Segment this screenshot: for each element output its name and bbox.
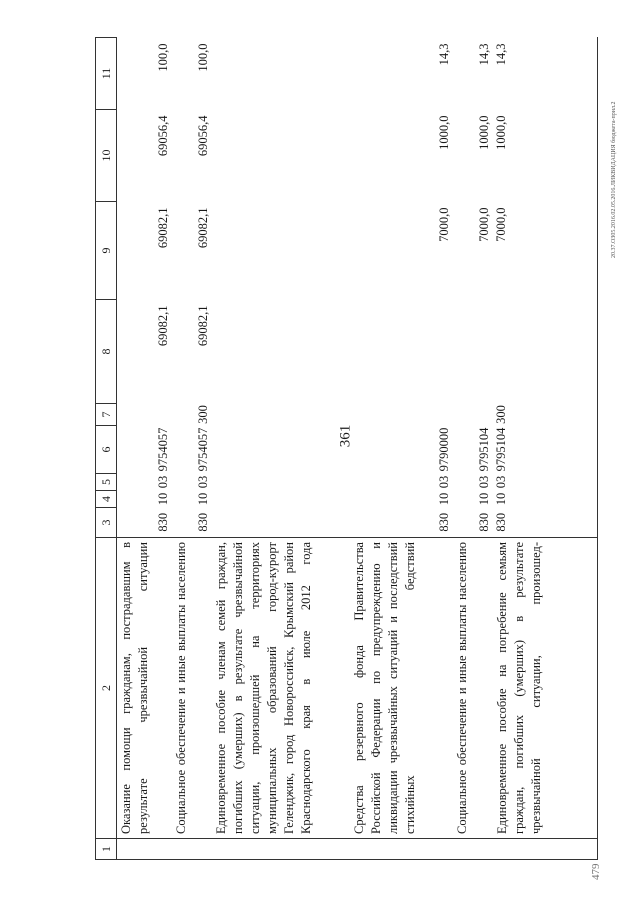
cell-c11 bbox=[212, 38, 350, 110]
cell-c10: 1000,0 bbox=[436, 115, 451, 150]
cell-c10: 69056,4 bbox=[155, 115, 170, 157]
bottom-page-number: 479 bbox=[590, 863, 602, 880]
cell-c7 bbox=[350, 404, 453, 426]
row-name: Социальное обеспечение и иные выплаты населению bbox=[172, 538, 212, 839]
cell-c5: 03 bbox=[436, 475, 451, 489]
row-name: Единовременное пособие членам семей граждан, погибших (умерших) в результате чрезвычайной ситуации, произошедшей на территориях муниципальных образований город-курорт Геленджик, город Новороссийск, Крымский район Краснодарского края в июле 2012 года bbox=[212, 538, 350, 839]
column-header: 3 bbox=[96, 508, 117, 538]
cell-c7 bbox=[212, 404, 350, 426]
table-row bbox=[212, 38, 350, 860]
cell-c7: 300 bbox=[493, 404, 598, 426]
table-row bbox=[453, 38, 493, 860]
cell-c9: 7000,0 bbox=[493, 202, 598, 300]
cell-c7 bbox=[453, 404, 493, 426]
cell-c4: 10 bbox=[155, 492, 170, 506]
empty-cell bbox=[212, 839, 350, 860]
cell-c5 bbox=[212, 474, 350, 491]
cell-c11: 14,3 bbox=[476, 43, 491, 66]
page-number: 361 bbox=[337, 424, 354, 448]
cell-c8 bbox=[212, 300, 350, 404]
cell-c10: 69056,4 bbox=[195, 115, 210, 157]
empty-cell bbox=[117, 839, 172, 860]
budget-table bbox=[95, 37, 598, 860]
cell-c5: 03 bbox=[155, 475, 170, 489]
cell-c9: 69082,1 bbox=[155, 207, 170, 249]
column-header: 2 bbox=[96, 538, 117, 839]
empty-cell bbox=[172, 839, 212, 860]
table-row bbox=[117, 38, 172, 860]
empty-cell bbox=[350, 839, 453, 860]
cell-c6: 9795104 bbox=[493, 426, 598, 474]
cell-c7 bbox=[117, 404, 172, 426]
row-name: Единовременное пособие на погребение семьям граждан, погибших (умерших) в результате чрезвычайной ситуации, произошед- bbox=[493, 538, 598, 839]
footer-code: 20.37.ОЗ05.2016.02.05.2016.ЛИКВИДАЦИЯ бюджета-прил.2 bbox=[611, 101, 617, 258]
cell-c6: 9790000 bbox=[436, 427, 451, 472]
cell-c6 bbox=[212, 426, 350, 474]
cell-c6: 9754057 bbox=[195, 427, 210, 472]
table-header-row bbox=[96, 38, 117, 860]
cell-c10: 1000,0 bbox=[493, 110, 598, 202]
cell-c3: 830 bbox=[195, 512, 210, 532]
table-row bbox=[172, 38, 212, 860]
rotated-table-wrapper bbox=[95, 38, 580, 860]
cell-c11: 100,0 bbox=[195, 43, 210, 72]
cell-c3: 830 bbox=[436, 512, 451, 532]
cell-c10: 1000,0 bbox=[476, 115, 491, 150]
cell-c8 bbox=[453, 300, 493, 404]
cell-c11: 100,0 bbox=[155, 43, 170, 72]
cell-c9: 7000,0 bbox=[436, 207, 451, 242]
row-name: Социальное обеспечение и иные выплаты населению bbox=[453, 538, 493, 839]
column-header: 5 bbox=[96, 474, 117, 491]
empty-cell bbox=[453, 839, 493, 860]
cell-c5: 03 bbox=[493, 474, 598, 491]
cell-c11: 14,3 bbox=[436, 43, 451, 66]
cell-c4: 10 bbox=[493, 491, 598, 508]
row-name: Средства резервного фонда Правительства Российской Федерации по предупреждению и ликвидации чрезвычайных ситуаций и последствий стихийных бедствий bbox=[350, 538, 453, 839]
cell-c10 bbox=[212, 110, 350, 202]
column-header: 9 bbox=[96, 202, 117, 300]
column-header: 7 bbox=[96, 404, 117, 426]
cell-c3: 830 bbox=[476, 512, 491, 532]
cell-c3: 830 bbox=[155, 512, 170, 532]
table-row bbox=[350, 38, 453, 860]
cell-c4 bbox=[212, 491, 350, 508]
cell-c4: 10 bbox=[436, 492, 451, 506]
cell-c9: 7000,0 bbox=[476, 207, 491, 242]
column-header: 1 bbox=[96, 839, 117, 860]
cell-c9: 69082,1 bbox=[195, 207, 210, 249]
cell-c5: 03 bbox=[195, 475, 210, 489]
column-header: 6 bbox=[96, 426, 117, 474]
cell-c8 bbox=[493, 300, 598, 404]
cell-c8 bbox=[350, 300, 453, 404]
cell-c8: 69082,1 bbox=[195, 305, 210, 347]
column-header: 8 bbox=[96, 300, 117, 404]
cell-c6: 9795104 bbox=[476, 427, 491, 472]
cell-c8: 69082,1 bbox=[155, 305, 170, 347]
cell-c3 bbox=[212, 508, 350, 538]
column-header: 10 bbox=[96, 110, 117, 202]
cell-c11: 14,3 bbox=[493, 38, 598, 110]
cell-c4: 10 bbox=[195, 492, 210, 506]
empty-cell bbox=[493, 839, 598, 860]
cell-c6: 9754057 bbox=[155, 427, 170, 472]
column-header: 11 bbox=[96, 38, 117, 110]
row-name: Оказание помощи гражданам, пострадавшим в результате чрезвычайной ситуации bbox=[117, 538, 172, 839]
cell-c3: 830 bbox=[493, 508, 598, 538]
cell-c5: 03 bbox=[476, 475, 491, 489]
column-header: 4 bbox=[96, 491, 117, 508]
table-row bbox=[493, 38, 598, 860]
cell-c7: 300 bbox=[195, 405, 210, 424]
cell-c9 bbox=[212, 202, 350, 300]
cell-c4: 10 bbox=[476, 492, 491, 506]
